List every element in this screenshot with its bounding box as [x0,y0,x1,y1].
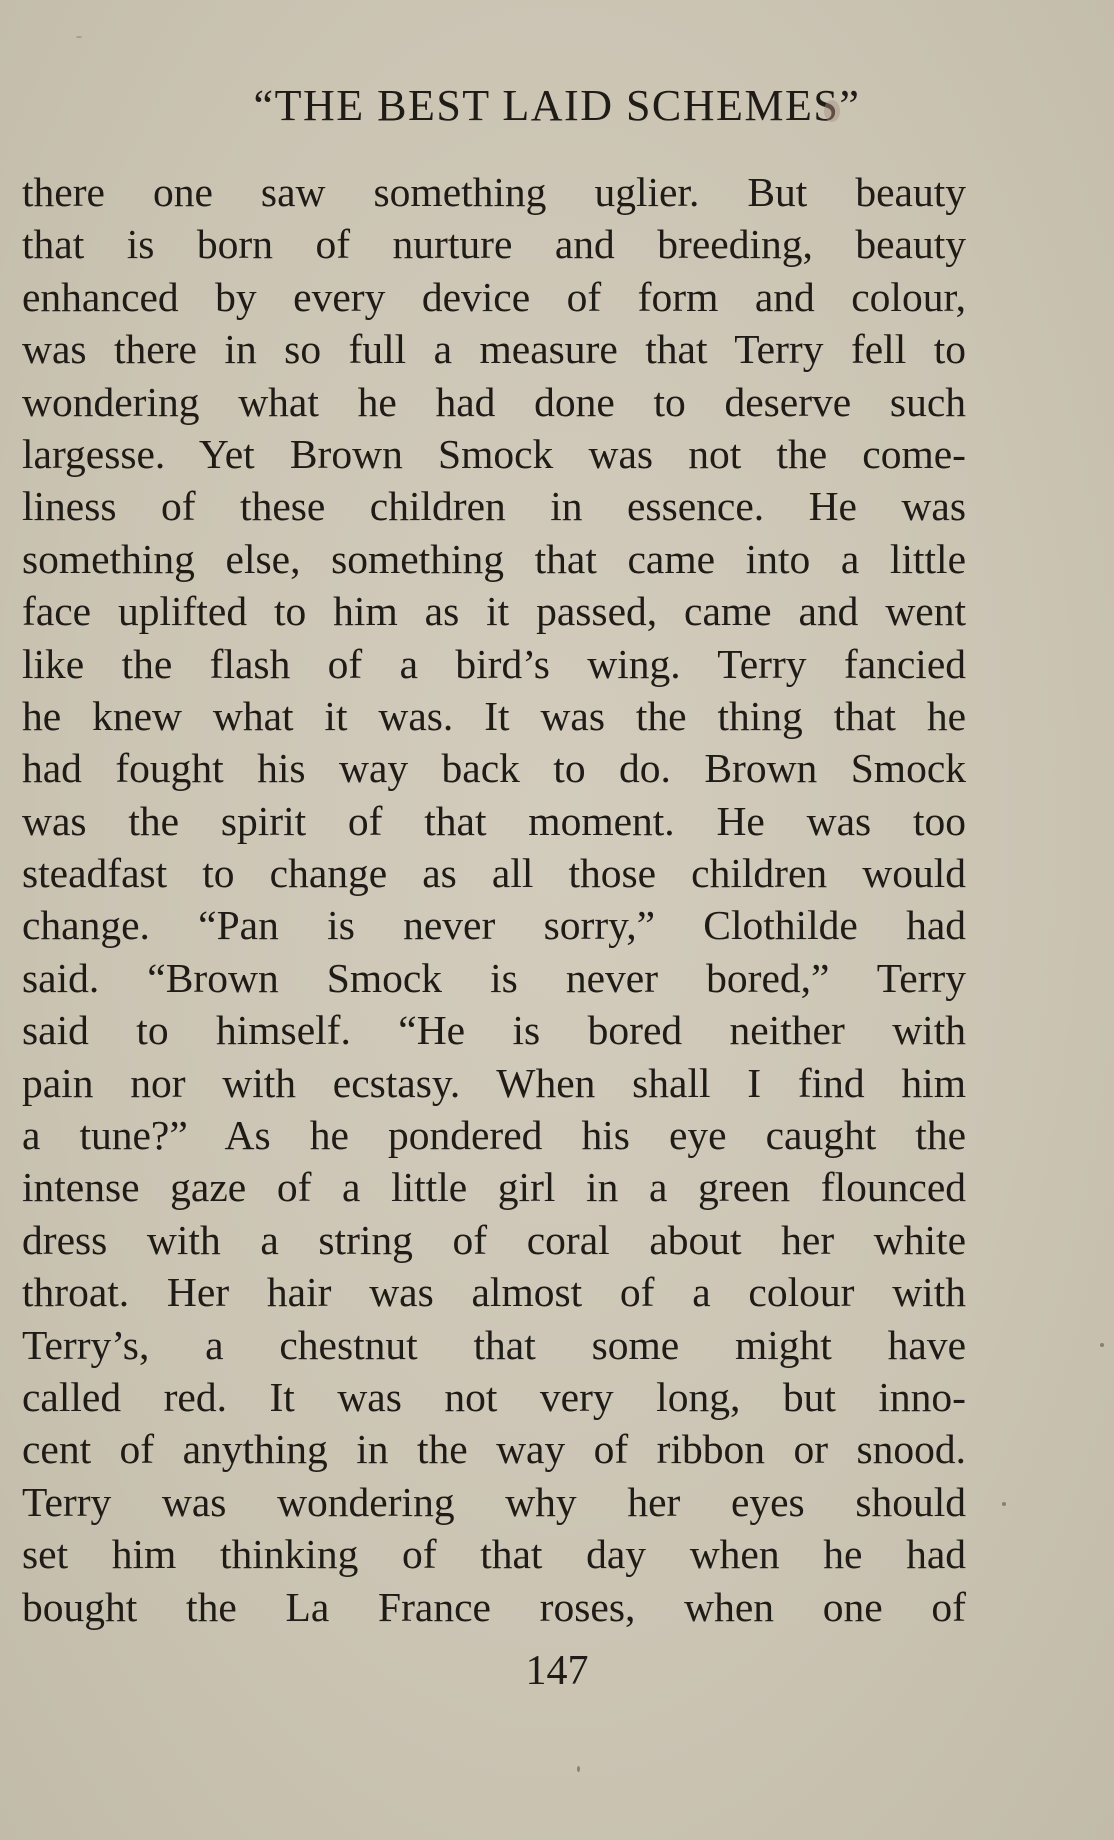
text-line: called red. It was not very long, but inno- [22,1373,966,1420]
paper-speck [1002,1502,1006,1506]
text-line: largesse. Yet Brown Smock was not the come- [22,430,966,477]
paper-speck [1100,1343,1104,1347]
text-line: face uplifted to him as it passed, came and went [22,588,966,635]
text-line: something else, something that came into a little [22,535,966,582]
text-line: he knew what it was. It was the thing that he [22,692,966,739]
text-line: was the spirit of that moment. He was too [22,797,966,844]
text-line: like the flash of a bird’s wing. Terry fancied [22,640,966,687]
paper-speck [577,1766,580,1772]
running-head: “THE BEST LAID SCHEMES” [253,81,861,130]
text-line: set him thinking of that day when he had [22,1531,966,1578]
text-line: Terry was wondering why her eyes should [22,1478,966,1525]
text-line: liness of these children in essence. He was [22,483,966,530]
text-line: that is born of nurture and breeding, beauty [22,221,966,268]
text-line: pain nor with ecstasy. When shall I find him [22,1059,966,1106]
text-line: throat. Her hair was almost of a colour with [22,1269,966,1316]
paper-stain [824,100,840,122]
text-line: change. “Pan is never sorry,” Clothilde had [22,902,966,949]
text-line: intense gaze of a little girl in a green flounced [22,1164,966,1211]
text-line: dress with a string of coral about her white [22,1216,966,1263]
text-line: a tune?” As he pondered his eye caught the [22,1112,966,1159]
text-line: said to himself. “He is bored neither with [22,1007,966,1054]
text-line: enhanced by every device of form and colour, [22,273,966,320]
text-line: there one saw something uglier. But beauty [22,169,966,215]
text-line: wondering what he had done to deserve such [22,378,966,425]
text-line: cent of anything in the way of ribbon or snood. [22,1426,966,1473]
text-line: Terry’s, a chestnut that some might have [22,1321,966,1368]
text-line: bought the La France roses, when one of [22,1583,966,1630]
text-line: steadfast to change as all those children would [22,850,966,897]
text-line: had fought his way back to do. Brown Smock [22,745,966,792]
body-text [22,166,966,1633]
paper-speck [76,36,82,38]
text-line: said. “Brown Smock is never bored,” Terry [22,954,966,1001]
text-line: was there in so full a measure that Terry fell to [22,326,966,373]
page-number: 147 [525,1648,589,1694]
